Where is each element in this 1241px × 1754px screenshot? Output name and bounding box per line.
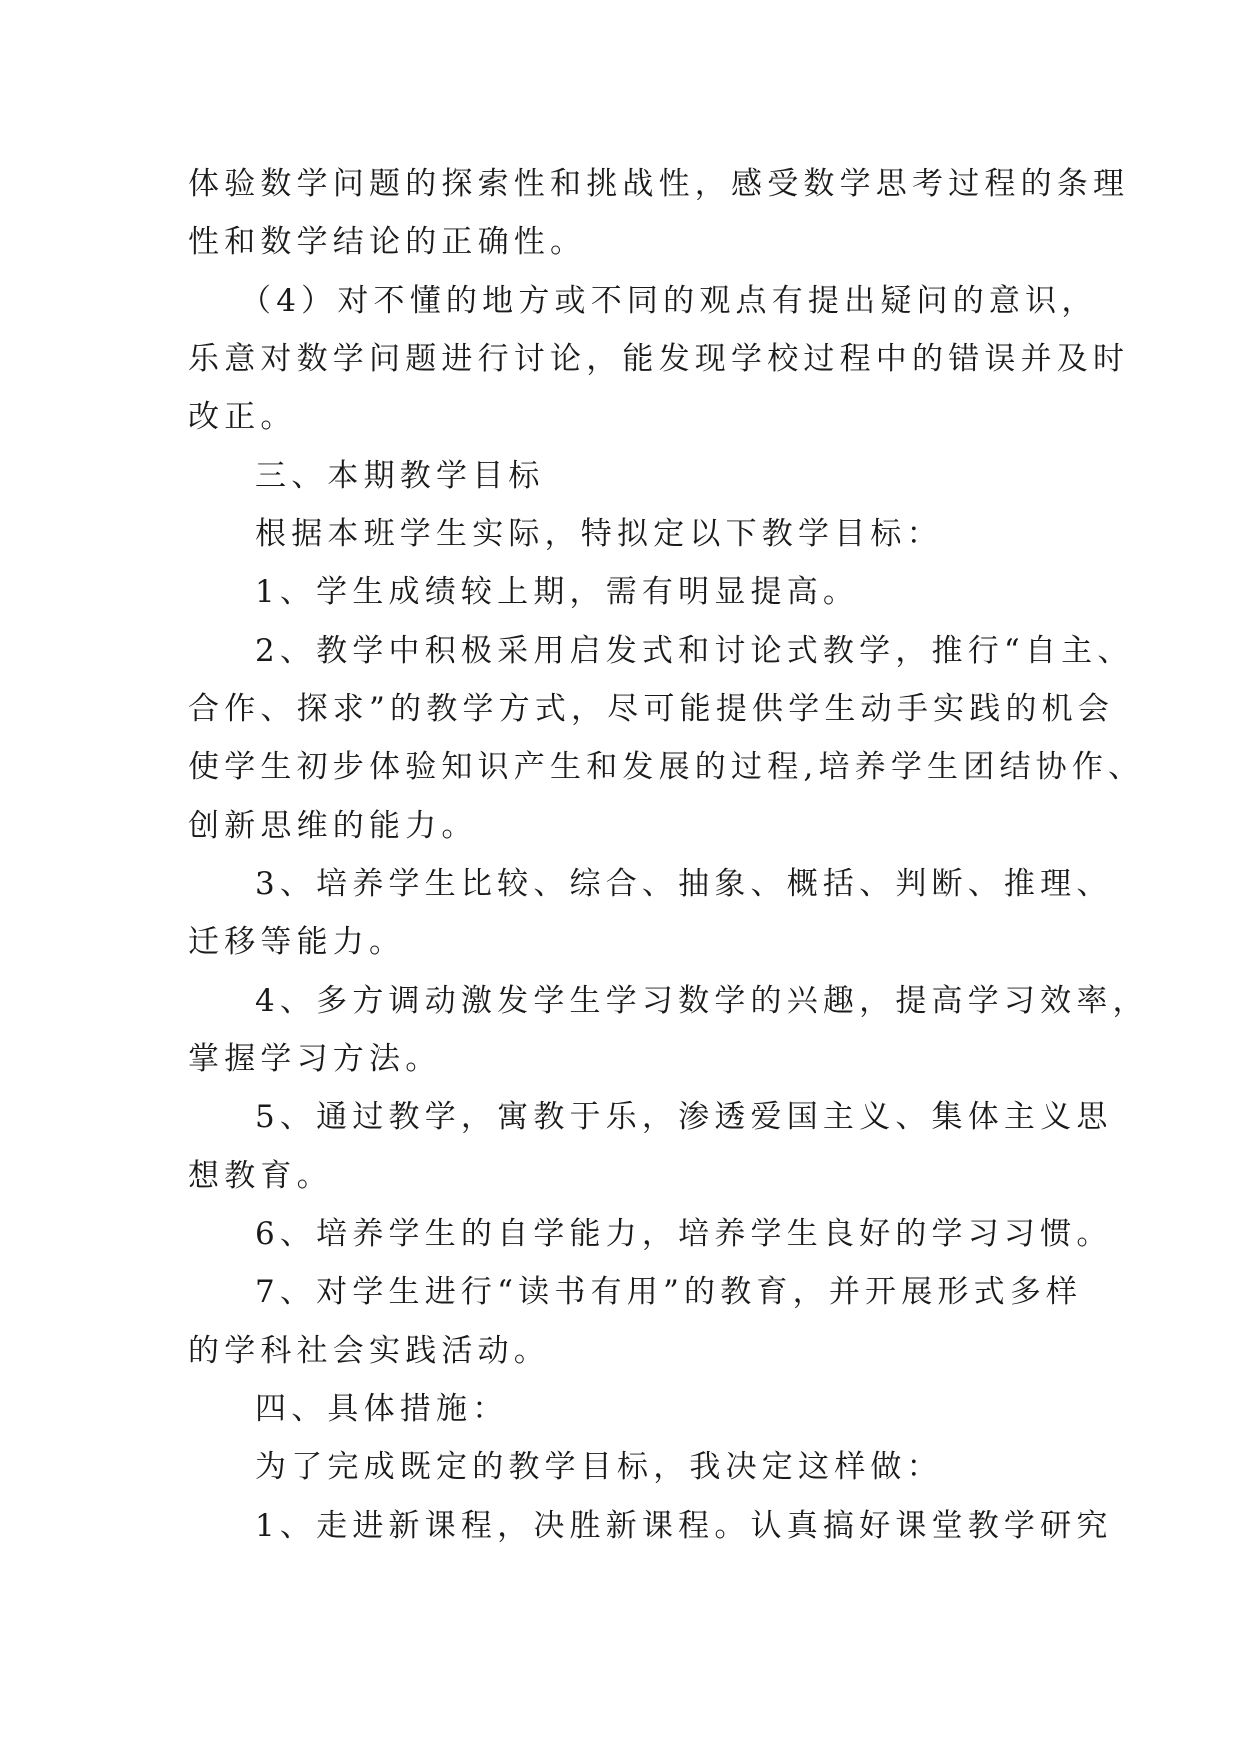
text-line: 性和数学结论的正确性。 <box>188 224 587 260</box>
list-item: 1、学生成绩较上期，需有明显提高。 <box>255 574 860 610</box>
text-line: 创新思维的能力。 <box>188 808 478 844</box>
text-line: 想教育。 <box>188 1158 333 1194</box>
list-item: 3、培养学生比较、综合、抽象、概括、判断、推理、 <box>255 866 1113 902</box>
text-line: 根据本班学生实际，特拟定以下教学目标： <box>255 516 943 552</box>
text-line: 使学生初步体验知识产生和发展的过程,培养学生团结协作、 <box>188 749 1145 785</box>
text-line: 合作、探求”的教学方式，尽可能提供学生动手实践的机会 <box>188 691 1115 727</box>
list-item: 4、多方调动激发学生学习数学的兴趣，提高学习效率， <box>255 983 1149 1019</box>
list-item: 1、走进新课程，决胜新课程。认真搞好课堂教学研究 <box>255 1508 1113 1544</box>
text-line: 乐意对数学问题进行讨论，能发现学校过程中的错误并及时 <box>188 341 1130 377</box>
text-line: （4）对不懂的地方或不同的观点有提出疑问的意识， <box>240 283 1098 319</box>
list-item: 5、通过教学，寓教于乐，渗透爱国主义、集体主义思 <box>255 1099 1113 1135</box>
text-line: 改正。 <box>188 399 297 435</box>
section-heading: 三、本期教学目标 <box>255 458 545 494</box>
list-item: 6、培养学生的自学能力，培养学生良好的学习习惯。 <box>255 1216 1113 1252</box>
list-item: 7、对学生进行“读书有用”的教育，并开展形式多样 <box>255 1274 1083 1310</box>
text-line: 体验数学问题的探索性和挑战性，感受数学思考过程的条理 <box>188 166 1130 202</box>
section-heading: 四、具体措施： <box>255 1391 509 1427</box>
text-line: 的学科社会实践活动。 <box>188 1333 550 1369</box>
text-line: 为了完成既定的教学目标，我决定这样做： <box>255 1449 943 1485</box>
text-line: 迁移等能力。 <box>188 924 406 960</box>
text-line: 掌握学习方法。 <box>188 1041 442 1077</box>
list-item: 2、教学中积极采用启发式和讨论式教学，推行“自主、 <box>255 633 1134 669</box>
